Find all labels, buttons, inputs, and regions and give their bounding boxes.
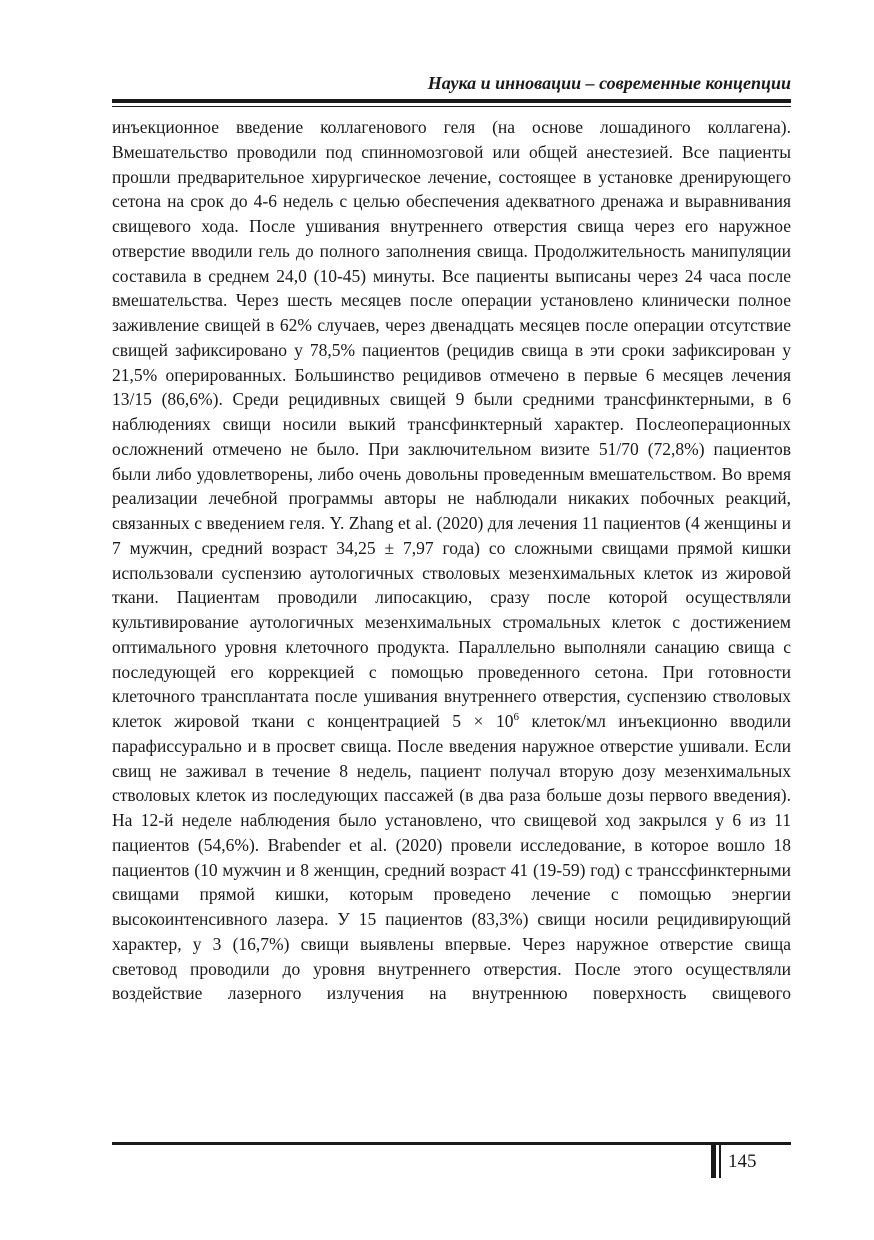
running-header-title: Наука и инновации – современные концепции bbox=[427, 73, 791, 93]
body-text-part-1: инъекционное введение коллагенового геля (на основе лошадиного коллагена). Вмешательство проводили под спинномозговой или общей анестезией. Все пациенты прошли предварительное хирургическое лечение, состоящее в установке дренирующего сетона на срок до 4-6 недель с целью обеспечения адекватного дренажа и выравнивания свищевого хода. После ушивания внутреннего отверстия свища через его наружное отверстие вводили гель до полного заполнения свища. Продолжительность манипуляции составила в среднем 24,0 (10-45) минуты. Все пациенты выписаны через 24 часа после вмешательства. Через шесть месяцев после операции установлено клинически полное заживление свищей в 62% случаев, через двенадцать месяцев после операции отсутствие свищей зафиксировано у 78,5% пациентов (рецидив свища в эти сроки зафиксирован у 21,5% оперированных. Большинство рецидивов отмечено в первые 6 месяцев лечения 13/15 (86,6%). Среди рецидивных свищей 9 были средними трансфинктерными, в 6 наблюдениях свищи носили выкий трансфинктерный характер. Послеоперационных осложнений отмечено не было. При заключительном визите 51/70 (72,8%) пациентов были либо удовлетворены, либо очень довольны проведенным вмешательством. Во время реализации лечебной программы авторы не наблюдали никаких побочных реакций, связанных с введением геля. Y. Zhang et al. (2020) для лечения 11 пациентов (4 женщины и 7 мужчин, средний возраст 34,25 ± 7,97 года) со сложными свищами прямой кишки использовали суспензию аутологичных стволовых мезенхимальных клеток из жировой ткани. Пациентам проводили липосакцию, сразу после которой осуществляли культивирование аутологичных мезенхимальных стромальных клеток с достижением оптимального уровня клеточного продукта. Параллельно выполняли санацию свища с последующей его коррекцией с помощью проведенного сетона. При готовности клеточного трансплантата после ушивания внутреннего отверстия, суспензию стволовых клеток жировой ткани с концентрацией 5 × 10 bbox=[112, 117, 791, 731]
footer-bar-thick bbox=[711, 1142, 716, 1178]
footer-rule bbox=[112, 1142, 791, 1145]
header-rule-thick bbox=[112, 99, 791, 103]
exponent-superscript: 6 bbox=[513, 711, 519, 723]
page-number: 145 bbox=[728, 1151, 757, 1172]
body-paragraph bbox=[112, 115, 791, 1006]
body-text-part-2: клеток/мл инъекционно вводили парафиссурально и в просвет свища. После введения наружное отверстие ушивали. Если свищ не заживал в течение 8 недель, пациент получал вторую дозу мезенхимальных стволовых клеток из последующих пассажей (в два раза больше дозы первого введения). На 12-й неделе наблюдения было установлено, что свищевой ход закрылся у 6 из 11 пациентов (54,6%). Brabender et al. (2020) провели исследование, в которое вошло 18 пациентов (10 мужчин и 8 женщин, средний возраст 41 (19-59) год) с транссфинктерными свищами прямой кишки, которым проведено лечение с помощью энергии высокоинтенсивного лазера. У 15 пациентов (83,3%) свищи носили рецидивирующий характер, у 3 (16,7%) свищи выявлены впервые. Через наружное отверстие свища световод проводили до уровня внутреннего отверстия. После этого осуществляли воздействие лазерного излучения на внутреннюю поверхность свищевого bbox=[112, 711, 792, 1004]
header-rule-thin bbox=[112, 106, 791, 107]
footer-bar-thin bbox=[719, 1142, 721, 1178]
